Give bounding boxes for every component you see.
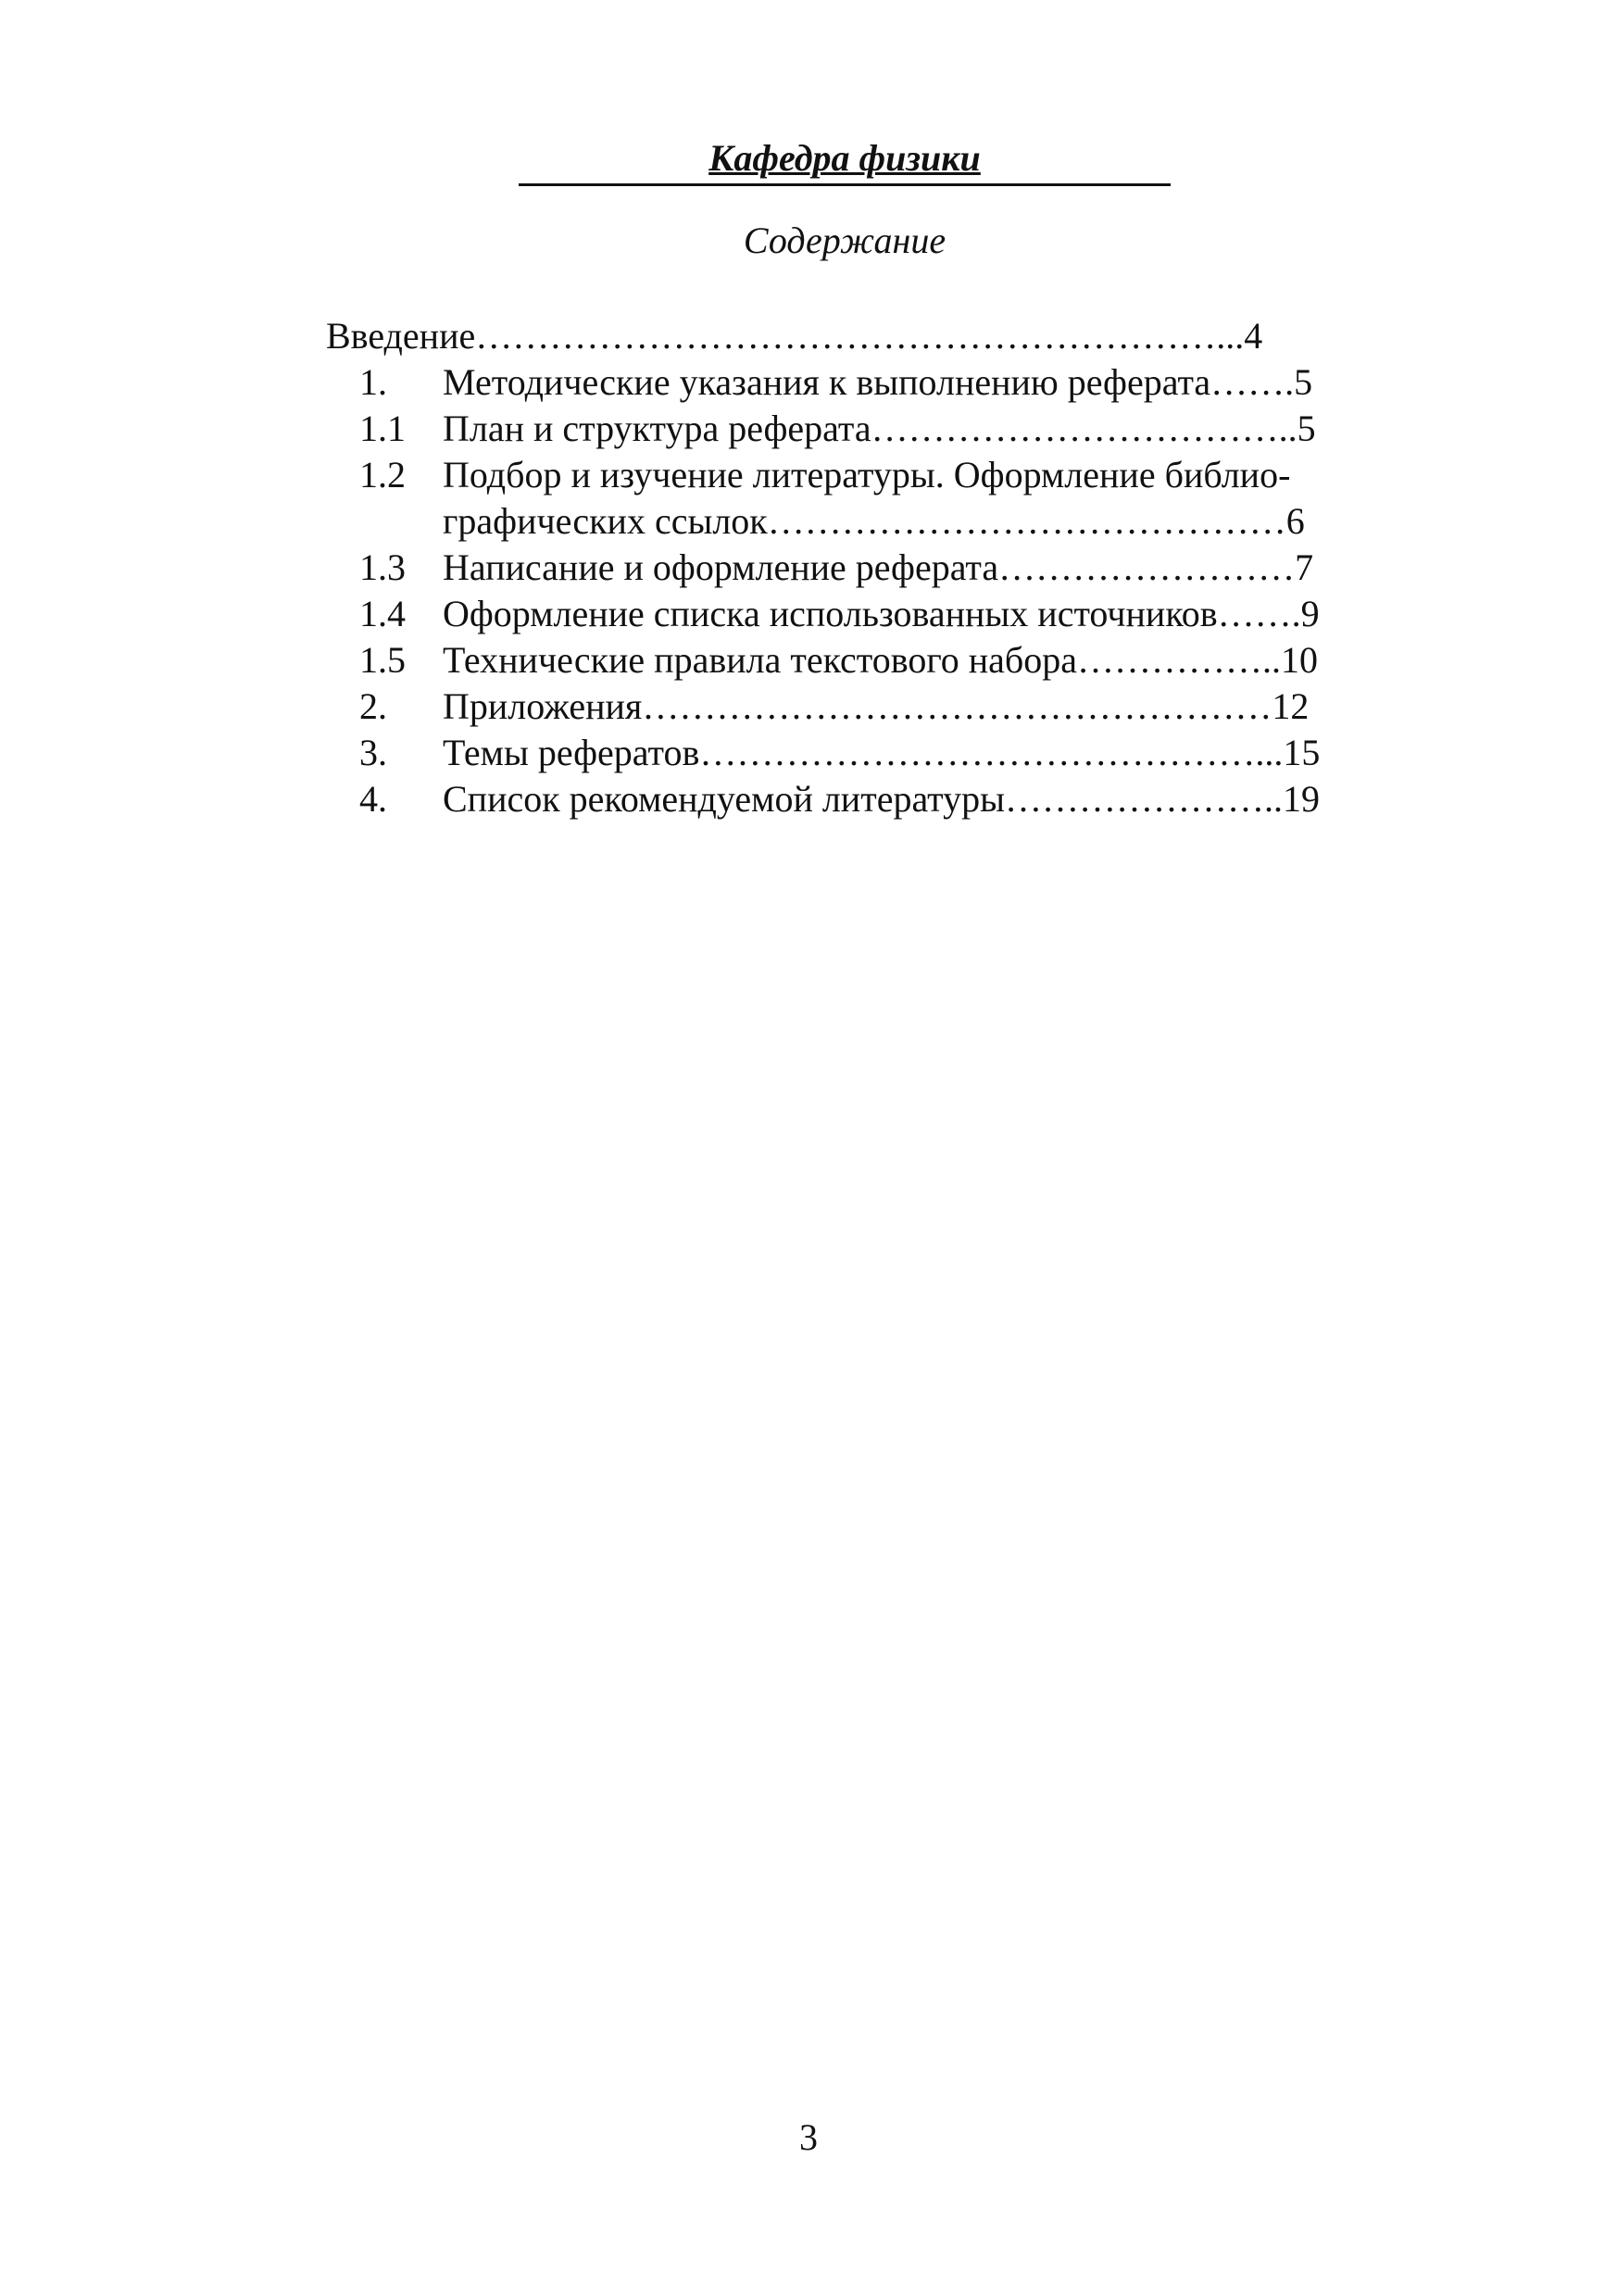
toc-entry-number: 1.4 — [359, 593, 406, 634]
toc-entry-number: 3. — [359, 732, 387, 773]
toc-entry — [326, 545, 1447, 591]
department-heading: Кафедра физики — [519, 137, 1171, 186]
toc-entry-number: 1.5 — [359, 639, 406, 681]
toc-entry-text: План и структура реферата……………………………..5 — [443, 408, 1316, 449]
page-number: 3 — [799, 2116, 818, 2158]
toc-entry-number: 1. — [359, 361, 387, 403]
toc-entry — [326, 406, 1447, 452]
toc-entry-text: Темы рефератов………………………………………...15 — [443, 732, 1321, 773]
toc-entry-number: 2. — [359, 685, 387, 727]
toc-entry — [326, 359, 1447, 406]
toc-entry-number: 1.2 — [359, 454, 406, 496]
toc-entry-text: Оформление списка использованных источников…….9 — [443, 593, 1320, 634]
toc-entry-text: графических ссылок……………………………………6 — [443, 500, 1305, 542]
toc-entry-text: Приложения……………………………………………12 — [443, 685, 1310, 727]
toc-entry — [326, 591, 1447, 637]
toc-entry-text: Методические указания к выполнению реферата…….5 — [443, 361, 1313, 403]
toc-entry-number — [326, 498, 443, 545]
toc-entry-text: Введение……………………………………………………...4 — [326, 315, 1263, 357]
toc-entry-number: 1.3 — [359, 546, 406, 588]
toc-entry-text: Подбор и изучение литературы. Оформление библио- — [443, 454, 1291, 496]
toc-entry — [326, 637, 1447, 684]
toc-entry-introduction — [326, 313, 1447, 359]
toc-entry-text: Написание и оформление реферата……………………7 — [443, 546, 1314, 588]
contents-title: Содержание — [743, 220, 946, 261]
toc-entry-number: 4. — [359, 778, 387, 820]
table-of-contents — [326, 313, 1447, 822]
toc-entry — [326, 684, 1447, 730]
toc-entry — [326, 776, 1447, 822]
toc-entry — [326, 452, 1447, 498]
toc-entry — [326, 730, 1447, 776]
toc-entry-number: 1.1 — [359, 408, 406, 449]
toc-entry-text: Технические правила текстового набора……………..10 — [443, 639, 1318, 681]
toc-entry-text: Список рекомендуемой литературы…………………..19 — [443, 778, 1320, 820]
toc-entry-continuation — [326, 498, 1447, 545]
